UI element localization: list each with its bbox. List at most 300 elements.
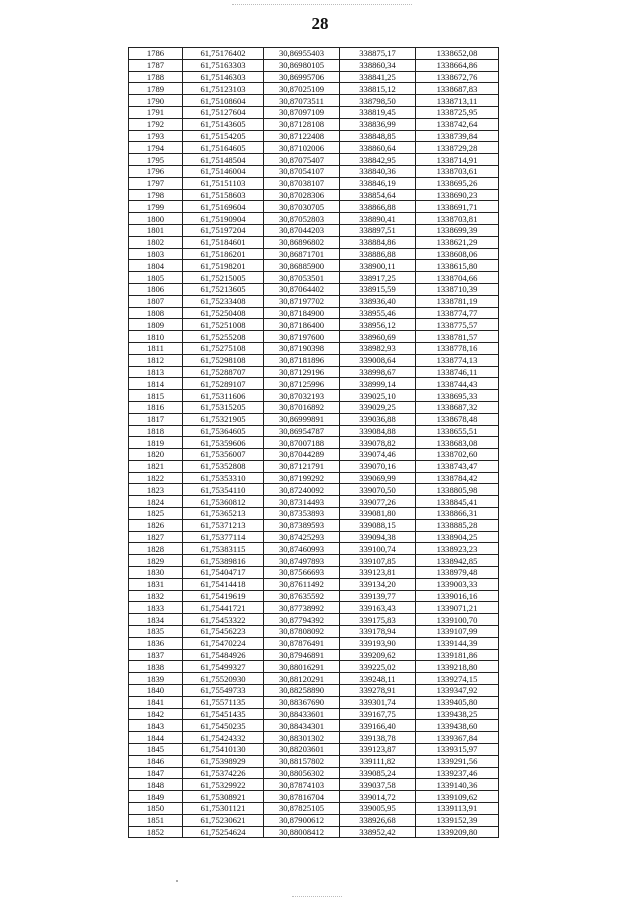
longitude-cell: 30,86980105	[264, 59, 340, 71]
longitude-cell: 30,87611492	[264, 578, 340, 590]
y-coordinate-cell: 1338621,29	[416, 236, 499, 248]
y-coordinate-cell: 1338923,23	[416, 543, 499, 555]
latitude-cell: 61,75360812	[183, 496, 264, 508]
latitude-cell: 61,75549733	[183, 685, 264, 697]
x-coordinate-cell: 339029,25	[340, 401, 416, 413]
x-coordinate-cell: 339005,95	[340, 803, 416, 815]
x-coordinate-cell: 339069,99	[340, 472, 416, 484]
point-number-cell: 1831	[129, 578, 183, 590]
table-row	[129, 154, 499, 166]
y-coordinate-cell: 1339367,84	[416, 732, 499, 744]
latitude-cell: 61,75213605	[183, 283, 264, 295]
latitude-cell: 61,75450235	[183, 720, 264, 732]
x-coordinate-cell: 338900,11	[340, 260, 416, 272]
longitude-cell: 30,87054107	[264, 165, 340, 177]
latitude-cell: 61,75301121	[183, 803, 264, 815]
latitude-cell: 61,75329922	[183, 779, 264, 791]
x-coordinate-cell: 339078,82	[340, 437, 416, 449]
y-coordinate-cell: 1338729,28	[416, 142, 499, 154]
longitude-cell: 30,87876491	[264, 637, 340, 649]
x-coordinate-cell: 339123,81	[340, 567, 416, 579]
x-coordinate-cell: 338842,95	[340, 154, 416, 166]
point-number-cell: 1791	[129, 106, 183, 118]
latitude-cell: 61,75484926	[183, 649, 264, 661]
table-row	[129, 732, 499, 744]
point-number-cell: 1804	[129, 260, 183, 272]
longitude-cell: 30,87240092	[264, 484, 340, 496]
y-coordinate-cell: 1338714,91	[416, 154, 499, 166]
y-coordinate-cell: 1338979,48	[416, 567, 499, 579]
x-coordinate-cell: 338956,12	[340, 319, 416, 331]
table-row	[129, 826, 499, 838]
table-row	[129, 519, 499, 531]
longitude-cell: 30,88203601	[264, 744, 340, 756]
point-number-cell: 1828	[129, 543, 183, 555]
table-row	[129, 201, 499, 213]
latitude-cell: 61,75127604	[183, 106, 264, 118]
y-coordinate-cell: 1338687,83	[416, 83, 499, 95]
point-number-cell: 1786	[129, 48, 183, 60]
x-coordinate-cell: 338998,67	[340, 366, 416, 378]
longitude-cell: 30,87497893	[264, 555, 340, 567]
x-coordinate-cell: 339301,74	[340, 696, 416, 708]
x-coordinate-cell: 338819,45	[340, 106, 416, 118]
point-number-cell: 1827	[129, 531, 183, 543]
longitude-cell: 30,87016892	[264, 401, 340, 413]
point-number-cell: 1816	[129, 401, 183, 413]
point-number-cell: 1825	[129, 508, 183, 520]
point-number-cell: 1812	[129, 354, 183, 366]
y-coordinate-cell: 1338691,71	[416, 201, 499, 213]
y-coordinate-cell: 1339405,80	[416, 696, 499, 708]
point-number-cell: 1796	[129, 165, 183, 177]
table-row	[129, 779, 499, 791]
table-row	[129, 696, 499, 708]
x-coordinate-cell: 338897,51	[340, 224, 416, 236]
table-row	[129, 531, 499, 543]
longitude-cell: 30,87044289	[264, 449, 340, 461]
longitude-cell: 30,86871701	[264, 248, 340, 260]
y-coordinate-cell: 1339016,16	[416, 590, 499, 602]
point-number-cell: 1794	[129, 142, 183, 154]
x-coordinate-cell: 338884,86	[340, 236, 416, 248]
table-row	[129, 71, 499, 83]
y-coordinate-cell: 1338678,48	[416, 413, 499, 425]
latitude-cell: 61,75298108	[183, 354, 264, 366]
latitude-cell: 61,75441721	[183, 602, 264, 614]
longitude-cell: 30,87122408	[264, 130, 340, 142]
table-row	[129, 283, 499, 295]
table-row	[129, 543, 499, 555]
longitude-cell: 30,88016291	[264, 661, 340, 673]
latitude-cell: 61,75250408	[183, 307, 264, 319]
latitude-cell: 61,75410130	[183, 744, 264, 756]
latitude-cell: 61,75146303	[183, 71, 264, 83]
table-row	[129, 331, 499, 343]
y-coordinate-cell: 1338699,39	[416, 224, 499, 236]
y-coordinate-cell: 1338885,28	[416, 519, 499, 531]
y-coordinate-cell: 1339109,62	[416, 791, 499, 803]
y-coordinate-cell: 1338784,42	[416, 472, 499, 484]
longitude-cell: 30,88120291	[264, 673, 340, 685]
longitude-cell: 30,87007188	[264, 437, 340, 449]
table-row	[129, 354, 499, 366]
latitude-cell: 61,75146004	[183, 165, 264, 177]
longitude-cell: 30,87025109	[264, 83, 340, 95]
latitude-cell: 61,75233408	[183, 295, 264, 307]
x-coordinate-cell: 339074,46	[340, 449, 416, 461]
longitude-cell: 30,87075407	[264, 154, 340, 166]
longitude-cell: 30,87032193	[264, 390, 340, 402]
table-row	[129, 401, 499, 413]
y-coordinate-cell: 1338742,64	[416, 118, 499, 130]
longitude-cell: 30,86999891	[264, 413, 340, 425]
table-row	[129, 260, 499, 272]
table-row	[129, 496, 499, 508]
latitude-cell: 61,75352808	[183, 460, 264, 472]
x-coordinate-cell: 338840,36	[340, 165, 416, 177]
longitude-cell: 30,87389593	[264, 519, 340, 531]
longitude-cell: 30,87816704	[264, 791, 340, 803]
longitude-cell: 30,88008412	[264, 826, 340, 838]
x-coordinate-cell: 338836,99	[340, 118, 416, 130]
point-number-cell: 1819	[129, 437, 183, 449]
latitude-cell: 61,75389816	[183, 555, 264, 567]
point-number-cell: 1834	[129, 614, 183, 626]
latitude-cell: 61,75315205	[183, 401, 264, 413]
point-number-cell: 1792	[129, 118, 183, 130]
x-coordinate-cell: 339123,87	[340, 744, 416, 756]
x-coordinate-cell: 339167,75	[340, 708, 416, 720]
point-number-cell: 1800	[129, 213, 183, 225]
table-row	[129, 142, 499, 154]
point-number-cell: 1820	[129, 449, 183, 461]
longitude-cell: 30,88434301	[264, 720, 340, 732]
latitude-cell: 61,75163303	[183, 59, 264, 71]
point-number-cell: 1803	[129, 248, 183, 260]
point-number-cell: 1839	[129, 673, 183, 685]
y-coordinate-cell: 1338702,60	[416, 449, 499, 461]
latitude-cell: 61,75383115	[183, 543, 264, 555]
longitude-cell: 30,87190398	[264, 342, 340, 354]
latitude-cell: 61,75470224	[183, 637, 264, 649]
latitude-cell: 61,75398929	[183, 755, 264, 767]
y-coordinate-cell: 1338655,51	[416, 425, 499, 437]
y-coordinate-cell: 1339315,97	[416, 744, 499, 756]
y-coordinate-cell: 1339144,39	[416, 637, 499, 649]
point-number-cell: 1840	[129, 685, 183, 697]
point-number-cell: 1833	[129, 602, 183, 614]
longitude-cell: 30,87038107	[264, 177, 340, 189]
table-row	[129, 814, 499, 826]
table-row	[129, 425, 499, 437]
longitude-cell: 30,87186400	[264, 319, 340, 331]
longitude-cell: 30,86954787	[264, 425, 340, 437]
latitude-cell: 61,75190904	[183, 213, 264, 225]
table-row	[129, 272, 499, 284]
point-number-cell: 1837	[129, 649, 183, 661]
y-coordinate-cell: 1338695,26	[416, 177, 499, 189]
latitude-cell: 61,75374226	[183, 767, 264, 779]
longitude-cell: 30,87052803	[264, 213, 340, 225]
latitude-cell: 61,75255208	[183, 331, 264, 343]
point-number-cell: 1815	[129, 390, 183, 402]
y-coordinate-cell: 1338743,47	[416, 460, 499, 472]
latitude-cell: 61,75356007	[183, 449, 264, 461]
longitude-cell: 30,87635592	[264, 590, 340, 602]
longitude-cell: 30,87738992	[264, 602, 340, 614]
table-row	[129, 614, 499, 626]
latitude-cell: 61,75123103	[183, 83, 264, 95]
latitude-cell: 61,75186201	[183, 248, 264, 260]
x-coordinate-cell: 338875,17	[340, 48, 416, 60]
table-row	[129, 307, 499, 319]
y-coordinate-cell: 1339107,99	[416, 626, 499, 638]
x-coordinate-cell: 339085,24	[340, 767, 416, 779]
y-coordinate-cell: 1338775,57	[416, 319, 499, 331]
longitude-cell: 30,87064402	[264, 283, 340, 295]
latitude-cell: 61,75499327	[183, 661, 264, 673]
point-number-cell: 1851	[129, 814, 183, 826]
y-coordinate-cell: 1339237,46	[416, 767, 499, 779]
latitude-cell: 61,75353310	[183, 472, 264, 484]
table-row	[129, 460, 499, 472]
y-coordinate-cell: 1338778,16	[416, 342, 499, 354]
y-coordinate-cell: 1338704,66	[416, 272, 499, 284]
point-number-cell: 1817	[129, 413, 183, 425]
latitude-cell: 61,75321905	[183, 413, 264, 425]
table-row	[129, 590, 499, 602]
y-coordinate-cell: 1339152,39	[416, 814, 499, 826]
latitude-cell: 61,75169604	[183, 201, 264, 213]
y-coordinate-cell: 1338710,39	[416, 283, 499, 295]
point-number-cell: 1813	[129, 366, 183, 378]
longitude-cell: 30,87102006	[264, 142, 340, 154]
point-number-cell: 1788	[129, 71, 183, 83]
table-row	[129, 508, 499, 520]
point-number-cell: 1841	[129, 696, 183, 708]
latitude-cell: 61,75158603	[183, 189, 264, 201]
latitude-cell: 61,75571135	[183, 696, 264, 708]
table-row	[129, 755, 499, 767]
y-coordinate-cell: 1338652,08	[416, 48, 499, 60]
point-number-cell: 1850	[129, 803, 183, 815]
coordinates-table	[128, 47, 499, 838]
longitude-cell: 30,87825105	[264, 803, 340, 815]
point-number-cell: 1844	[129, 732, 183, 744]
x-coordinate-cell: 339134,20	[340, 578, 416, 590]
longitude-cell: 30,88157802	[264, 755, 340, 767]
longitude-cell: 30,87199292	[264, 472, 340, 484]
point-number-cell: 1808	[129, 307, 183, 319]
table-row	[129, 106, 499, 118]
x-coordinate-cell: 339138,78	[340, 732, 416, 744]
point-number-cell: 1842	[129, 708, 183, 720]
y-coordinate-cell: 1338942,85	[416, 555, 499, 567]
point-number-cell: 1798	[129, 189, 183, 201]
latitude-cell: 61,75215005	[183, 272, 264, 284]
table-row	[129, 342, 499, 354]
table-row	[129, 165, 499, 177]
longitude-cell: 30,87197702	[264, 295, 340, 307]
table-row	[129, 661, 499, 673]
x-coordinate-cell: 339094,38	[340, 531, 416, 543]
x-coordinate-cell: 338860,34	[340, 59, 416, 71]
point-number-cell: 1848	[129, 779, 183, 791]
table-row	[129, 48, 499, 60]
x-coordinate-cell: 339014,72	[340, 791, 416, 803]
longitude-cell: 30,87121791	[264, 460, 340, 472]
longitude-cell: 30,87874103	[264, 779, 340, 791]
table-row	[129, 555, 499, 567]
point-number-cell: 1847	[129, 767, 183, 779]
coordinates-table-body	[129, 48, 499, 838]
longitude-cell: 30,87900612	[264, 814, 340, 826]
table-row	[129, 744, 499, 756]
x-coordinate-cell: 339036,88	[340, 413, 416, 425]
y-coordinate-cell: 1338744,43	[416, 378, 499, 390]
point-number-cell: 1829	[129, 555, 183, 567]
point-number-cell: 1826	[129, 519, 183, 531]
point-number-cell: 1801	[129, 224, 183, 236]
x-coordinate-cell: 339193,90	[340, 637, 416, 649]
table-row	[129, 390, 499, 402]
y-coordinate-cell: 1339274,15	[416, 673, 499, 685]
latitude-cell: 61,75456223	[183, 626, 264, 638]
longitude-cell: 30,87197600	[264, 331, 340, 343]
y-coordinate-cell: 1339438,25	[416, 708, 499, 720]
point-number-cell: 1805	[129, 272, 183, 284]
latitude-cell: 61,75148504	[183, 154, 264, 166]
table-row	[129, 708, 499, 720]
x-coordinate-cell: 338866,88	[340, 201, 416, 213]
point-number-cell: 1823	[129, 484, 183, 496]
x-coordinate-cell: 339248,11	[340, 673, 416, 685]
x-coordinate-cell: 339139,77	[340, 590, 416, 602]
table-row	[129, 118, 499, 130]
y-coordinate-cell: 1338608,06	[416, 248, 499, 260]
point-number-cell: 1843	[129, 720, 183, 732]
x-coordinate-cell: 339070,50	[340, 484, 416, 496]
y-coordinate-cell: 1338690,23	[416, 189, 499, 201]
longitude-cell: 30,87030705	[264, 201, 340, 213]
y-coordinate-cell: 1339438,60	[416, 720, 499, 732]
x-coordinate-cell: 338846,19	[340, 177, 416, 189]
longitude-cell: 30,86995706	[264, 71, 340, 83]
x-coordinate-cell: 339008,64	[340, 354, 416, 366]
x-coordinate-cell: 339100,74	[340, 543, 416, 555]
table-row	[129, 224, 499, 236]
point-number-cell: 1849	[129, 791, 183, 803]
table-row	[129, 295, 499, 307]
table-row	[129, 366, 499, 378]
y-coordinate-cell: 1339113,91	[416, 803, 499, 815]
table-row	[129, 83, 499, 95]
x-coordinate-cell: 338815,12	[340, 83, 416, 95]
longitude-cell: 30,86896802	[264, 236, 340, 248]
y-coordinate-cell: 1338687,32	[416, 401, 499, 413]
x-coordinate-cell: 338854,64	[340, 189, 416, 201]
table-row	[129, 637, 499, 649]
table-row	[129, 130, 499, 142]
point-number-cell: 1810	[129, 331, 183, 343]
x-coordinate-cell: 339077,26	[340, 496, 416, 508]
table-row	[129, 213, 499, 225]
table-row	[129, 177, 499, 189]
y-coordinate-cell: 1339100,70	[416, 614, 499, 626]
point-number-cell: 1846	[129, 755, 183, 767]
table-row	[129, 685, 499, 697]
latitude-cell: 61,75197204	[183, 224, 264, 236]
latitude-cell: 61,75424332	[183, 732, 264, 744]
x-coordinate-cell: 339278,91	[340, 685, 416, 697]
x-coordinate-cell: 339225,02	[340, 661, 416, 673]
x-coordinate-cell: 338999,14	[340, 378, 416, 390]
page-number: 28	[311, 14, 329, 33]
y-coordinate-cell: 1338805,98	[416, 484, 499, 496]
latitude-cell: 61,75288707	[183, 366, 264, 378]
longitude-cell: 30,87794392	[264, 614, 340, 626]
y-coordinate-cell: 1339209,80	[416, 826, 499, 838]
point-number-cell: 1832	[129, 590, 183, 602]
point-number-cell: 1802	[129, 236, 183, 248]
x-coordinate-cell: 338890,41	[340, 213, 416, 225]
point-number-cell: 1809	[129, 319, 183, 331]
point-number-cell: 1797	[129, 177, 183, 189]
point-number-cell: 1806	[129, 283, 183, 295]
latitude-cell: 61,75154205	[183, 130, 264, 142]
table-row	[129, 319, 499, 331]
x-coordinate-cell: 338926,68	[340, 814, 416, 826]
table-row	[129, 567, 499, 579]
y-coordinate-cell: 1339181,86	[416, 649, 499, 661]
table-row	[129, 578, 499, 590]
x-coordinate-cell: 338982,93	[340, 342, 416, 354]
y-coordinate-cell: 1339347,92	[416, 685, 499, 697]
y-coordinate-cell: 1338774,77	[416, 307, 499, 319]
x-coordinate-cell: 339088,15	[340, 519, 416, 531]
longitude-cell: 30,87073511	[264, 95, 340, 107]
latitude-cell: 61,75377114	[183, 531, 264, 543]
longitude-cell: 30,87460993	[264, 543, 340, 555]
table-row	[129, 236, 499, 248]
y-coordinate-cell: 1339003,33	[416, 578, 499, 590]
latitude-cell: 61,75414418	[183, 578, 264, 590]
y-coordinate-cell: 1338866,31	[416, 508, 499, 520]
y-coordinate-cell: 1338664,86	[416, 59, 499, 71]
y-coordinate-cell: 1339218,80	[416, 661, 499, 673]
x-coordinate-cell: 338960,69	[340, 331, 416, 343]
longitude-cell: 30,88258890	[264, 685, 340, 697]
table-row	[129, 720, 499, 732]
table-row	[129, 803, 499, 815]
y-coordinate-cell: 1338781,57	[416, 331, 499, 343]
table-row	[129, 649, 499, 661]
point-number-cell: 1830	[129, 567, 183, 579]
x-coordinate-cell: 339166,40	[340, 720, 416, 732]
y-coordinate-cell: 1338683,08	[416, 437, 499, 449]
latitude-cell: 61,75275108	[183, 342, 264, 354]
point-number-cell: 1799	[129, 201, 183, 213]
y-coordinate-cell: 1339291,56	[416, 755, 499, 767]
x-coordinate-cell: 338952,42	[340, 826, 416, 838]
latitude-cell: 61,75184601	[183, 236, 264, 248]
latitude-cell: 61,75308921	[183, 791, 264, 803]
latitude-cell: 61,75404717	[183, 567, 264, 579]
y-coordinate-cell: 1339140,36	[416, 779, 499, 791]
table-row	[129, 413, 499, 425]
latitude-cell: 61,75230621	[183, 814, 264, 826]
